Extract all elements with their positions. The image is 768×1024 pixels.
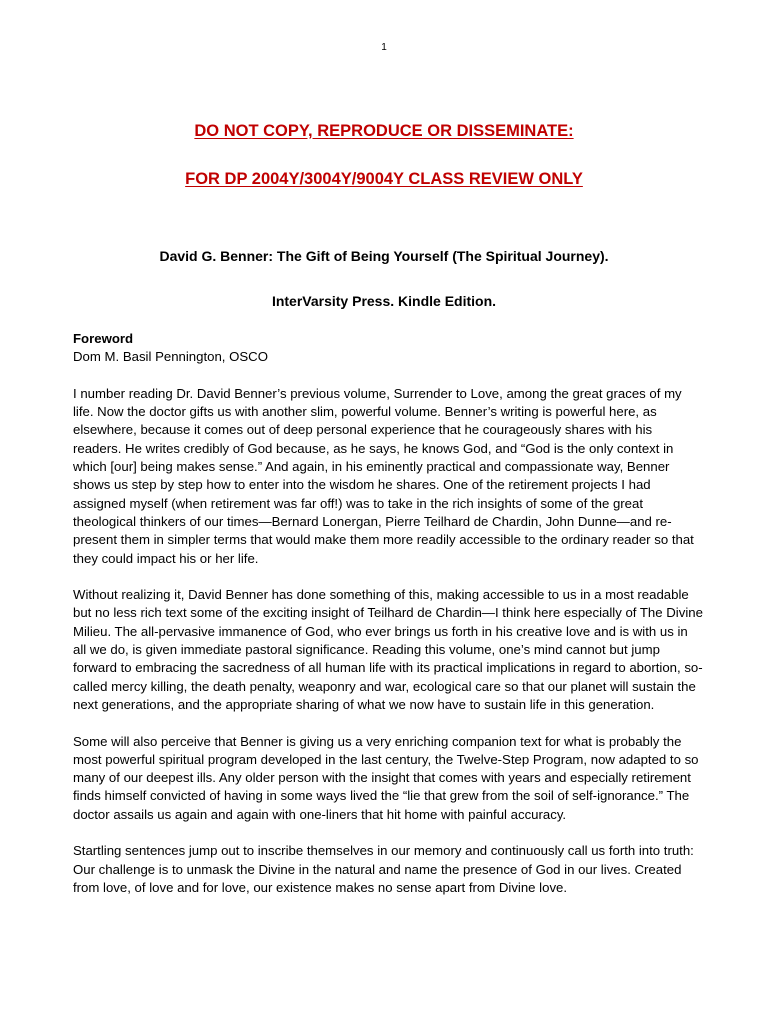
foreword-paragraph: Some will also perceive that Benner is giving us a very enriching companion text for what is probably the most powerful spiritual program developed in the last century, the Twelve-Step Program, now adapted to so many of our deepest ills. Any older person with the insight that comes with years and especially retirement finds himself convicted of having in some ways lived the “lie that grew from the soil of self-ignorance.” The doctor assails us again and again with one-liners that hit home with painful accuracy. [73,733,699,822]
foreword-section [73,330,703,916]
foreword-heading: Foreword [73,331,134,346]
foreword-paragraph: Without realizing it, David Benner has done something of this, making accessible to us in a most readable but no less rich text some of the exciting insight of Teilhard de Chardin—I think here especially of The Divine Milieu. The all-pervasive immanence of God, who ever brings us forth in his creative love and is with us in all we do, is given immediate pastoral significance. Reading this volume, one’s mind cannot but jump forward to embracing the sacredness of all human life with its practical implications in regard to abortion, so-called mercy killing, the death penalty, weaponry and war, ecological care so that our planet will sustain the next generations, and the appropriate sharing of what we now have to sustain life in this generation. [73,587,703,712]
class-review-notice: FOR DP 2004Y/3004Y/9004Y CLASS REVIEW ONLY [185,170,583,188]
foreword-author: Dom M. Basil Pennington, OSCO [73,349,268,365]
foreword-paragraph: I number reading Dr. David Benner’s previous volume, Surrender to Love, among the great graces of my life. Now the doctor gifts us with another slim, powerful volume. Benner’s writing is powerful here, as elsewhere, because it comes out of deep personal experience that he courageously shares with his readers. He writes credibly of God because, as he says, he knows God, and “God is the only context in which [our] being makes sense.” And again, in his eminently practical and compassionate way, Benner shows us step by step how to enter into the wisdom he shares. One of the retirement projects I had assigned myself (when retirement was far off!) was to take in the rich insights of some of the great theological thinkers of our times—Bernard Lonergan, Pierre Teilhard de Chardin, John Dunne—and re-present them in simpler terms that would make them more readily accessible to the ordinary reader so that they could impact his or her life. [73,385,694,566]
foreword-paragraph: Startling sentences jump out to inscribe themselves in our memory and continuously call us forth into truth: Our challenge is to unmask the Divine in the natural and name the presence of God in our lives. Created from love, of love and for love, our existence makes no sense apart from Divine love. [73,843,694,895]
book-publisher: InterVarsity Press. Kindle Edition. [271,293,497,309]
book-title: David G. Benner: The Gift of Being Yourself (The Spiritual Journey). [159,248,609,264]
page-number: 1 [381,42,387,53]
copyright-warning: DO NOT COPY, REPRODUCE OR DISSEMINATE: [194,122,574,140]
foreword-header [73,330,703,367]
